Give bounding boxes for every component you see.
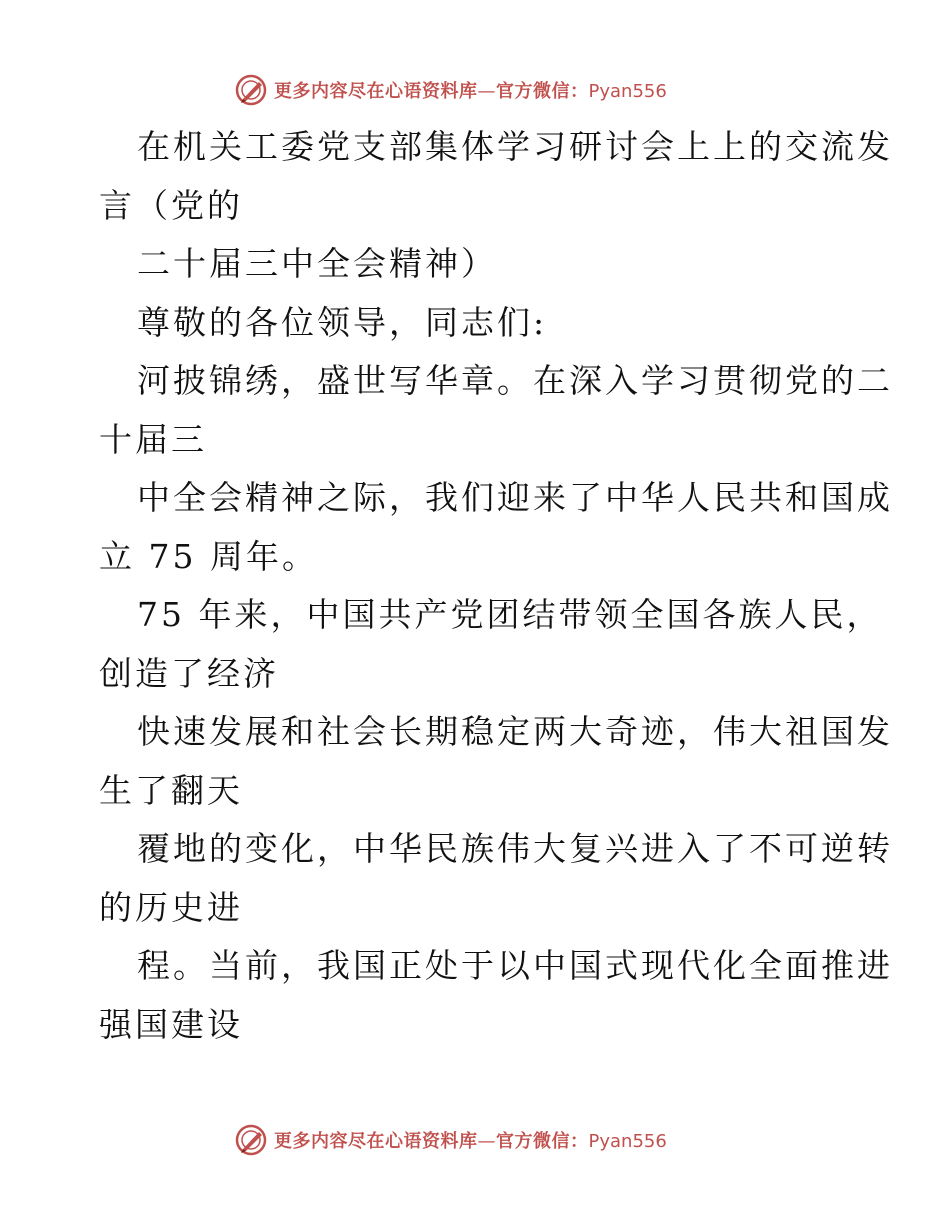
pen-logo-icon — [234, 1123, 268, 1157]
text-line: 言（党的 — [99, 186, 243, 225]
text-line: 河披锦绣，盛世写华章。在深入学习贯彻党的二 — [137, 361, 893, 400]
text-line: 强国建设 — [99, 1005, 243, 1044]
text-line: 覆地的变化，中华民族伟大复兴进入了不可逆转 — [137, 829, 893, 868]
watermark-text: 更多内容尽在心语资料库—官方微信：Pyan556 — [274, 81, 667, 102]
text-line: 中全会精神之际，我们迎来了中华人民共和国成 — [137, 478, 893, 517]
text-line: 创造了经济 — [99, 654, 279, 693]
text-line: 在机关工委党支部集体学习研讨会上上的交流发 — [137, 127, 893, 166]
watermark-text: 更多内容尽在心语资料库—官方微信：Pyan556 — [274, 1131, 667, 1152]
footer-watermark — [234, 1122, 667, 1158]
text-line: 二十届三中全会精神） — [137, 244, 497, 283]
text-line: 的历史进 — [99, 888, 243, 927]
text-line: 立 75 周年。 — [99, 537, 318, 576]
pen-logo-icon — [234, 73, 268, 107]
header-watermark — [234, 72, 667, 108]
text-line: 尊敬的各位领导，同志们: — [137, 303, 548, 342]
text-line: 75 年来，中国共产党团结带领全国各族人民， — [137, 595, 883, 634]
text-line: 生了翻天 — [99, 771, 243, 810]
text-line: 十届三 — [99, 420, 207, 459]
text-line: 快速发展和社会长期稳定两大奇迹，伟大祖国发 — [137, 712, 893, 751]
text-line: 程。当前，我国正处于以中国式现代化全面推进 — [137, 946, 893, 985]
